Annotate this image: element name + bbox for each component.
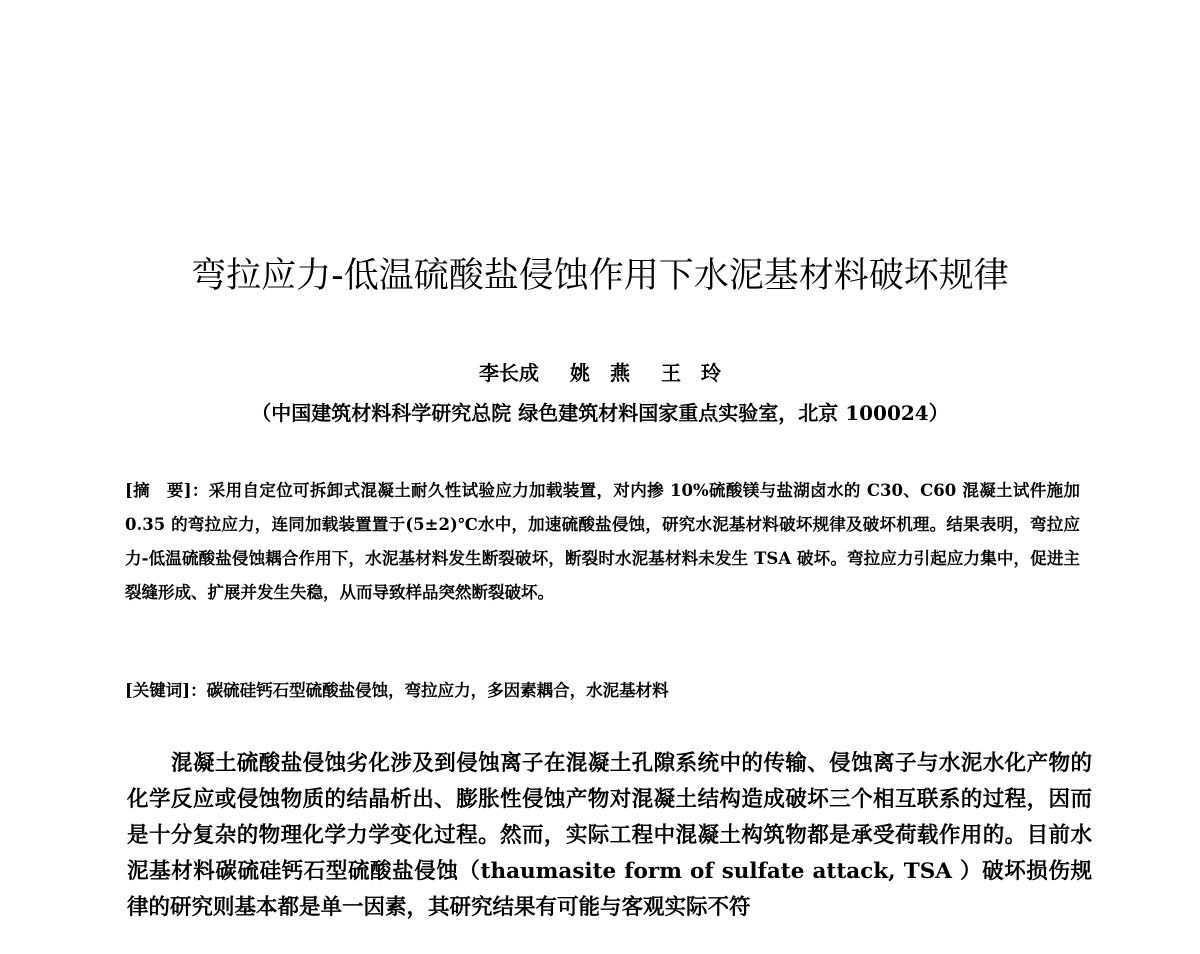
author-affiliation: （中国建筑材料科学研究总院 绿色建筑材料国家重点实验室，北京 100024） [251,401,949,425]
author-name: 姚 燕 [570,361,630,385]
author-list [240,356,960,390]
abstract-label: [摘 要]： [125,481,209,500]
abstract [125,474,1080,610]
keywords [125,676,1080,706]
abstract-text: 采用自定位可拆卸式混凝土耐久性试验应力加载装置，对内掺 10%硫酸镁与盐湖卤水的 C30、C60 混凝土试件施加 0.35 的弯拉应力，连同加载装置置于(5±2)℃水中，加速硫酸盐侵蚀，研究水泥基材料破坏规律及破坏机理。结果表明，弯拉应力-低温硫酸盐侵蚀耦合作用下，水泥基材料发生断裂破坏，断裂时水泥基材料未发生 TSA 破坏。弯拉应力引起应力集中，促进主裂缝形成、扩展并发生失稳，从而导致样品突然断裂破坏。 [125,481,1080,602]
keywords-text: 碳硫硅钙石型硫酸盐侵蚀，弯拉应力，多因素耦合，水泥基材料 [206,681,669,700]
keywords-label: [关键词]： [125,681,207,700]
author-name: 李长成 [479,361,540,385]
paper-title: 弯拉应力-低温硫酸盐侵蚀作用下水泥基材料破坏规律 [191,256,1009,296]
author-name: 王 玲 [660,361,721,385]
body-paragraph: 混凝土硫酸盐侵蚀劣化涉及到侵蚀离子在混凝土孔隙系统中的传输、侵蚀离子与水泥水化产物的化学反应或侵蚀物质的结晶析出、膨胀性侵蚀产物对混凝土结构造成破坏三个相互联系的过程，因而是十分复杂的物理化学力学变化过程。然而，实际工程中混凝土构筑物都是承受荷载作用的。目前水泥基材料碳硫硅钙石型硫酸盐侵蚀（thaumasite form of sulfate attack, TSA ）破坏损伤规律的研究则基本都是单一因素，其研究结果有可能与客观实际不符 [127,751,1092,920]
